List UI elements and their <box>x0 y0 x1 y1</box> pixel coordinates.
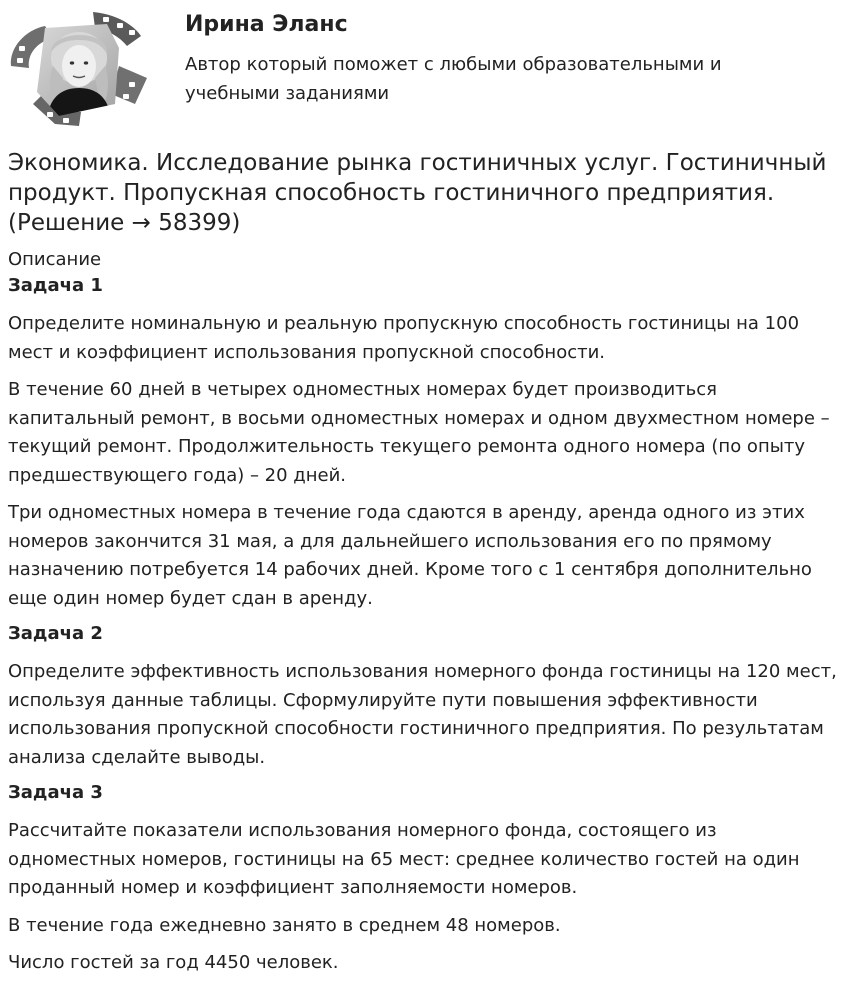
task-paragraph: В течение 60 дней в четырех одноместных номерах будет производиться капитальный ремонт, в восьми одноместных номерах и одном двухместном номере – текущий ремонт. Продолжительность текущего ремонта одного номера (по опыту предшествующего года) – 20 дней. <box>8 379 830 486</box>
author-avatar[interactable] <box>7 8 150 128</box>
task-3 <box>8 781 838 978</box>
main-content <box>8 148 838 987</box>
task-1 <box>8 274 838 613</box>
task-paragraph: В течение года ежедневно занято в среднем 48 номеров. <box>8 914 561 936</box>
task-paragraph: Определите номинальную и реальную пропускную способность гостиницы на 100 мест и коэффициент использования пропускной способности. <box>8 313 800 363</box>
task-heading: Задача 1 <box>8 275 103 296</box>
description-label: Описание <box>8 249 102 270</box>
task-paragraph: Определите эффективность использования номерного фонда гостиницы на 120 мест, используя данные таблицы. Сформулируйте пути повышения эффективности использования пропускной способности гостиничного предприятия. По результатам анализа сделайте выводы. <box>8 661 837 768</box>
task-heading: Задача 2 <box>8 623 103 644</box>
task-paragraph: Число гостей за год 4450 человек. <box>8 952 339 973</box>
page-title: Экономика. Исследование рынка гостиничных услуг. Гостиничный продукт. Пропускная способность гостиничного предприятия. (Решение → 58399) <box>8 150 827 236</box>
task-paragraph: Три одноместных номера в течение года сдаются в аренду, аренда одного из этих номеров закончится 31 мая, а для дальнейшего использования его по прямому назначению потребуется 14 рабочих дней. Кроме того с 1 сентября дополнительно еще один номер будет сдан в аренду. <box>8 502 812 609</box>
task-2 <box>8 622 838 772</box>
task-paragraph: Рассчитайте показатели использования номерного фонда, состоящего из одноместных номеров, гостиницы на 65 мест: среднее количество гостей на один проданный номер и коэффициент заполняемости номеров. <box>8 820 800 898</box>
author-description: Автор который поможет с любыми образовательными и учебными заданиями <box>185 54 722 104</box>
author-name[interactable]: Ирина Эланс <box>185 12 348 37</box>
author-block <box>0 0 847 140</box>
avatar-photo-frame <box>7 8 150 128</box>
task-heading: Задача 3 <box>8 782 103 803</box>
